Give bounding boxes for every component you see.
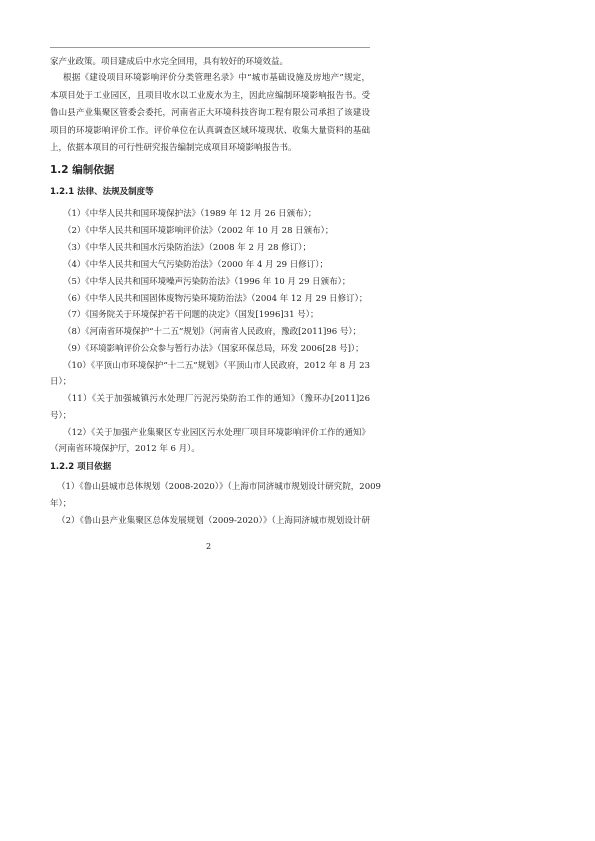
law-item: （12）《关于加强产业集聚区专业园区污水处理厂项目环境影响评价工作的通知》	[63, 428, 370, 438]
law-item: （7）《国务院关于环境保护若干问题的决定》（国发[1996]31 号）；	[63, 310, 319, 320]
header-rule	[50, 47, 370, 48]
law-item: （5）《中华人民共和国环境噪声污染防治法》（1996 年 10 月 29 日颁布）；	[63, 277, 351, 287]
paragraph-line: 鲁山县产业集聚区管委会委托，河南省正大环境科技咨询工程有限公司承担了该建设	[50, 108, 370, 118]
law-item: （1）《中华人民共和国环境保护法》（1989 年 12 月 26 日颁布）；	[63, 209, 317, 219]
basis-item: （2）《鲁山县产业集聚区总体发展规划（2009-2020）》（上海同济城市规划设计研	[57, 516, 370, 526]
law-item: （4）《中华人民共和国大气污染防治法》（2000 年 4 月 29 日修订）；	[63, 260, 329, 270]
law-item: （10）《平顶山市环境保护“十二五”规划》（平顶山市人民政府，2012 年 8 月 23	[63, 361, 370, 371]
paragraph-line: 上，依据本项目的可行性研究报告编制完成项目环境影响报告书。	[50, 143, 297, 153]
law-item: （8）《河南省环境保护“十二五”规划》（河南省人民政府，豫政[2011]96 号）；	[63, 327, 362, 337]
law-item: （11）《关于加强城镇污水处理厂污泥污染防治工作的通知》（豫环办[2011]26	[63, 394, 370, 404]
paragraph-line: 根据《建设项目环境影响评价分类管理名录》中“城市基础设施及房地产”规定，	[63, 73, 370, 83]
law-item: （2）《中华人民共和国环境影响评价法》（2002 年 10 月 28 日颁布）；	[63, 226, 334, 236]
subsection-heading-laws: 1.2.1 法律、法规及制度等	[50, 187, 154, 197]
law-item: （3）《中华人民共和国水污染防治法》（2008 年 2 月 28 修订）；	[63, 243, 312, 253]
law-item-continuation: 日）；	[50, 377, 72, 387]
page-number: 2	[206, 542, 212, 551]
law-item-continuation: （河南省环境保护厅，2012 年 6 月）。	[50, 444, 200, 454]
basis-item: （1）《鲁山县城市总体规划（2008-2020）》（上海市同济城市规划设计研究院，2009	[57, 482, 381, 492]
paragraph-line: 项目的环境影响评价工作。评价单位在认真调查区域环境现状、收集大量资料的基础	[50, 126, 370, 136]
law-item: （6）《中华人民共和国固体废物污染环境防治法》（2004 年 12 月 29 日修订）；	[63, 294, 368, 304]
section-heading: 1.2 编制依据	[50, 164, 115, 176]
subsection-heading-project-basis: 1.2.2 项目依据	[50, 462, 112, 472]
basis-item-continuation: 年）；	[50, 499, 72, 509]
continued-line: 家产业政策。项目建成后中水完全回用，具有较好的环境效益。	[50, 57, 289, 67]
law-item: （9）《环境影响评价公众参与暂行办法》（国家环保总局，环发 2006[28 号]）；	[63, 344, 364, 354]
paragraph-line: 本项目处于工业园区，且项目收水以工业废水为主，因此应编制环境影响报告书。受	[50, 91, 370, 101]
law-item-continuation: 号）；	[50, 411, 72, 421]
